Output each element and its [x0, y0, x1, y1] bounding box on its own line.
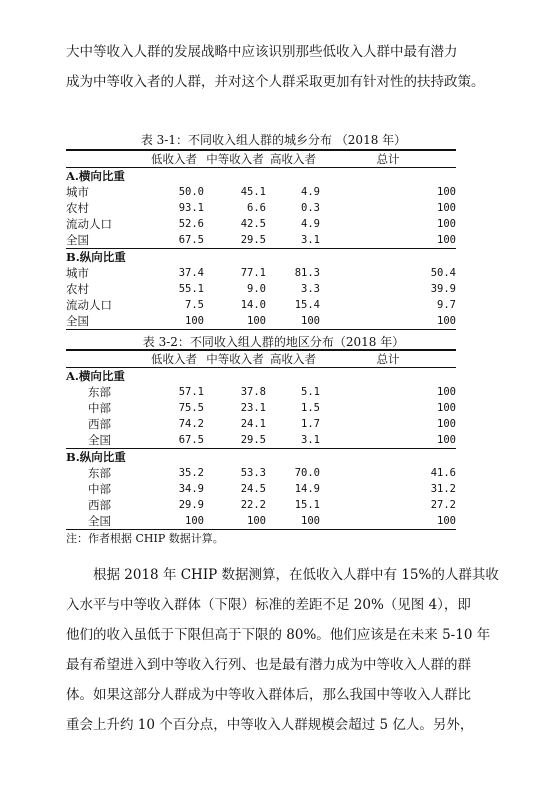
- table-cell: 75.5: [178, 402, 204, 414]
- column-header: 低收入者: [144, 150, 204, 168]
- table-cell: 3.3: [301, 283, 320, 295]
- column-header: 总计: [320, 150, 456, 168]
- column-header: [66, 150, 144, 168]
- table-row: [66, 313, 456, 330]
- table-cell: 37.4: [178, 267, 204, 279]
- section-title-row: [66, 449, 456, 466]
- table-cell: 100: [266, 513, 320, 530]
- row-label: 东部: [88, 385, 111, 399]
- section-title: A.横向比重: [66, 368, 456, 385]
- table-row: [66, 200, 456, 216]
- intro-line: 大中等收入人群的发展战略中应该识别那些低收入人群中最有潜力: [66, 44, 458, 60]
- table-cell: 100: [437, 202, 456, 214]
- row-label: 西部: [88, 498, 111, 512]
- body-paragraph: [66, 560, 499, 740]
- table-cell: 100: [204, 513, 266, 530]
- body-line: 根据 2018 年 CHIP 数据测算，在低收入人群中有 15%的人群其收: [93, 567, 499, 583]
- table-row: [66, 384, 456, 400]
- row-label: 城市: [66, 266, 89, 280]
- body-line: 入水平与中等收入群体（下限）标准的差距不足 20%（见图 4），即: [66, 597, 471, 613]
- section-title-row: [66, 168, 456, 185]
- table-cell: 74.2: [178, 418, 204, 430]
- table-cell: 1.7: [301, 418, 320, 430]
- table-cell: 81.3: [294, 267, 320, 279]
- table1-caption: 表 3-1：不同收入组人群的城乡分布 （2018 年）: [140, 133, 407, 147]
- column-header: 中等收入者: [204, 150, 266, 168]
- table-row: [66, 513, 456, 530]
- table-note: 注：作者根据 CHIP 数据计算。: [66, 532, 224, 545]
- table-cell: 50.0: [178, 186, 204, 198]
- table-cell: 100: [437, 386, 456, 398]
- section-title-row: [66, 368, 456, 385]
- table-cell: 6.6: [247, 202, 266, 214]
- table-cell: 15.1: [294, 499, 320, 511]
- table-cell: 100: [320, 513, 456, 530]
- table-cell: 45.1: [240, 186, 266, 198]
- table-cell: 3.1: [301, 234, 320, 246]
- row-label: 中部: [88, 401, 111, 415]
- table-cell: 4.9: [301, 186, 320, 198]
- table-row: [66, 465, 456, 481]
- intro-line: 成为中等收入者的人群，并对这个人群采取更加有针对性的扶持政策。: [66, 74, 485, 90]
- table-cell: 70.0: [294, 467, 320, 479]
- table2-caption: 表 3-2：不同收入组人群的地区分布（2018 年）: [142, 335, 405, 349]
- table-cell: 55.1: [178, 283, 204, 295]
- table-cell: 41.6: [430, 467, 456, 479]
- table-cell: 27.2: [430, 499, 456, 511]
- column-header: 总计: [320, 350, 456, 368]
- table-cell: 23.1: [240, 402, 266, 414]
- column-header: 中等收入者: [204, 350, 266, 368]
- table-header-row: [66, 150, 456, 168]
- section-title: B.纵向比重: [66, 249, 456, 266]
- table-row: [66, 232, 456, 249]
- table-row: [66, 400, 456, 416]
- column-header: [66, 350, 144, 368]
- table-cell: 93.1: [178, 202, 204, 214]
- table2: [66, 349, 456, 530]
- column-header: 高收入者: [266, 150, 320, 168]
- table1: [66, 149, 456, 330]
- row-label: 西部: [88, 417, 111, 431]
- row-label: 流动人口: [66, 298, 112, 312]
- table-cell: 35.2: [178, 467, 204, 479]
- table-header-row: [66, 350, 456, 368]
- table-cell: 77.1: [240, 267, 266, 279]
- table-cell: 39.9: [430, 283, 456, 295]
- table-cell: 42.5: [240, 218, 266, 230]
- table-cell: 100: [437, 434, 456, 446]
- column-header: 高收入者: [266, 350, 320, 368]
- table-cell: 29.5: [240, 234, 266, 246]
- row-label: 全国: [66, 513, 144, 530]
- table-row: [66, 297, 456, 313]
- row-label: 东部: [88, 466, 111, 480]
- row-label: 农村: [66, 201, 89, 215]
- row-label: 全国: [88, 433, 111, 447]
- table-cell: 15.4: [294, 299, 320, 311]
- table-cell: 100: [437, 402, 456, 414]
- table-cell: 100: [266, 313, 320, 330]
- section-title: B.纵向比重: [66, 449, 456, 466]
- table-cell: 3.1: [301, 434, 320, 446]
- table-cell: 100: [144, 313, 204, 330]
- body-line: 体。如果这部分人群成为中等收入群体后，那么我国中等收入人群比: [66, 687, 471, 703]
- table-row: [66, 184, 456, 200]
- table-cell: 50.4: [430, 267, 456, 279]
- table-cell: 1.5: [301, 402, 320, 414]
- section-title-row: [66, 249, 456, 266]
- table-cell: 100: [437, 186, 456, 198]
- table-row: [66, 432, 456, 449]
- table-cell: 5.1: [301, 386, 320, 398]
- row-label: 流动人口: [66, 217, 112, 231]
- table-cell: 52.6: [178, 218, 204, 230]
- table-row: [66, 281, 456, 297]
- body-line: 他们的收入虽低于下限但高于下限的 80%。他们应该是在未来 5-10 年: [66, 627, 491, 643]
- intro-paragraph: [66, 37, 486, 97]
- table-cell: 67.5: [178, 234, 204, 246]
- table-row: [66, 481, 456, 497]
- table-cell: 53.3: [240, 467, 266, 479]
- table-cell: 9.7: [437, 299, 456, 311]
- row-label: 农村: [66, 282, 89, 296]
- table-cell: 100: [437, 234, 456, 246]
- table-cell: 14.0: [240, 299, 266, 311]
- table-cell: 37.8: [240, 386, 266, 398]
- table-cell: 100: [204, 313, 266, 330]
- row-label: 全国: [66, 233, 89, 247]
- row-label: 全国: [66, 313, 144, 330]
- section-title: A.横向比重: [66, 168, 456, 185]
- table-cell: 0.3: [301, 202, 320, 214]
- table-cell: 100: [437, 418, 456, 430]
- column-header: 低收入者: [144, 350, 204, 368]
- table-cell: 31.2: [430, 483, 456, 495]
- table-cell: 4.9: [301, 218, 320, 230]
- table-cell: 100: [144, 513, 204, 530]
- table-cell: 67.5: [178, 434, 204, 446]
- row-label: 中部: [88, 482, 111, 496]
- table-cell: 24.5: [240, 483, 266, 495]
- table-cell: 24.1: [240, 418, 266, 430]
- table-cell: 57.1: [178, 386, 204, 398]
- table-row: [66, 416, 456, 432]
- table-cell: 29.5: [240, 434, 266, 446]
- table-row: [66, 265, 456, 281]
- body-line: 最有希望进入到中等收入行列、也是最有潜力成为中等收入人群的群: [66, 657, 471, 673]
- table-row: [66, 497, 456, 513]
- table-row: [66, 216, 456, 232]
- table-cell: 7.5: [185, 299, 204, 311]
- body-line: 重会上升约 10 个百分点，中等收入人群规模会超过 5 亿人。另外，: [66, 717, 474, 733]
- row-label: 城市: [66, 185, 89, 199]
- table-cell: 100: [437, 218, 456, 230]
- table-cell: 34.9: [178, 483, 204, 495]
- table-cell: 14.9: [294, 483, 320, 495]
- table-cell: 100: [320, 313, 456, 330]
- table-cell: 29.9: [178, 499, 204, 511]
- table-cell: 22.2: [240, 499, 266, 511]
- table-cell: 9.0: [247, 283, 266, 295]
